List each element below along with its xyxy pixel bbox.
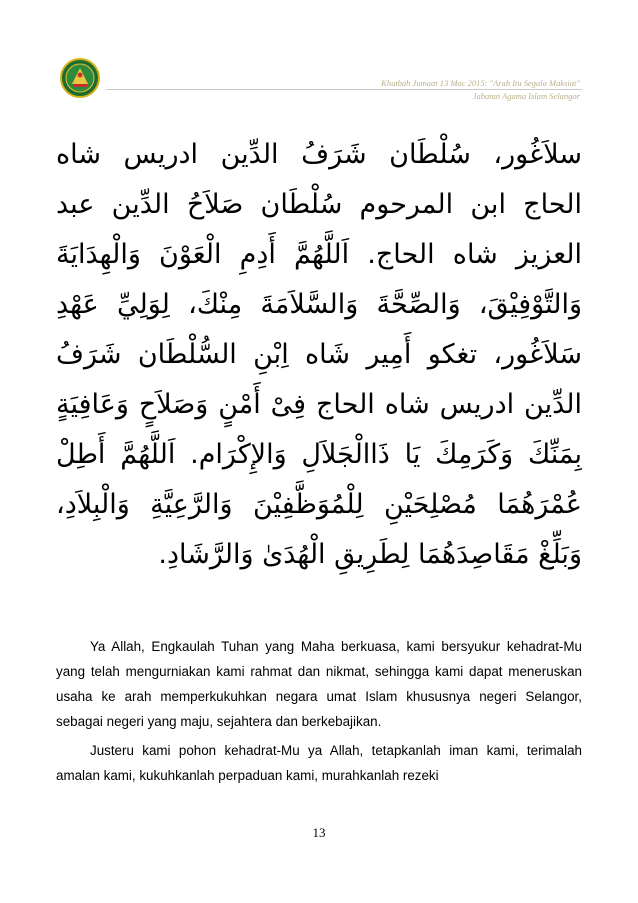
arabic-line: وَبَلِّغْ مَقَاصِدَهُمَا لِطَرِيقِ الْهُدَىٰ وَالرَّشَادِ.: [158, 539, 582, 570]
selangor-crest-icon: [60, 58, 100, 98]
arabic-line: سَلاَغُور، تغكو أَمِير شَاه اِبْنِ السُّلْطَان شَرَفُ: [56, 339, 582, 370]
arabic-line: الدِّين ادريس شاه الحاج فِىْ أَمْنٍ وَصَلاَحٍ وَعَافِيَةٍ: [56, 389, 582, 420]
malay-translation: [56, 634, 582, 792]
arabic-line: الحاج ابن المرحوم سُلْطَان صَلاَحُ الدِّين عبد: [56, 189, 582, 220]
arabic-line: عُمْرَهُمَا مُصْلِحَيْنِ لِلْمُوَظَّفِيْنَ وَالرَّعِيَّةِ وَالْبِلاَدِ،: [56, 489, 582, 520]
header-title: Khutbah Jumaat 13 Mac 2015: "Arah Itu Segala Maksiat": [381, 78, 580, 88]
translation-paragraph: Justeru kami pohon kehadrat-Mu ya Allah, tetapkanlah iman kami, terimalah amalan kami, kukuhkanlah perpaduan kami, murahkanlah rezeki: [56, 743, 582, 783]
arabic-line: العزيز شاه الحاج. اَللَّهُمَّ أَدِمِ الْعَوْنَ وَالْهِدَايَةَ: [56, 239, 582, 270]
running-header: [280, 77, 580, 103]
translation-paragraph: Ya Allah, Engkaulah Tuhan yang Maha berkuasa, kami bersyukur kehadrat-Mu yang telah mengurniakan kami rahmat dan nikmat, sehingga kami dapat meneruskan usaha ke arah memperkukuhkan negara umat Islam khususnya negeri Selangor, sebagai negeri yang maju, sejahtera dan berkebajikan.: [56, 639, 582, 729]
arabic-prayer-text: [56, 130, 582, 580]
header-divider: [106, 89, 582, 90]
page-number: 13: [312, 825, 326, 840]
arabic-line: وَالتَّوْفِيْقَ، وَالصِّحَّةَ وَالسَّلاَمَةَ مِنْكَ، لِوَلِيِّ عَهْدِ: [56, 289, 582, 320]
arabic-line: سلاَغُور، سُلْطَان شَرَفُ الدِّين ادريس شاه: [56, 139, 582, 170]
header-subtitle: Jabatan Agama Islam Selangor: [472, 91, 580, 101]
arabic-line: بِمَنِّكَ وَكَرَمِكَ يَا ذَاالْجَلاَلِ وَالإِكْرَام. اَللَّهُمَّ أَطِلْ: [56, 439, 582, 470]
